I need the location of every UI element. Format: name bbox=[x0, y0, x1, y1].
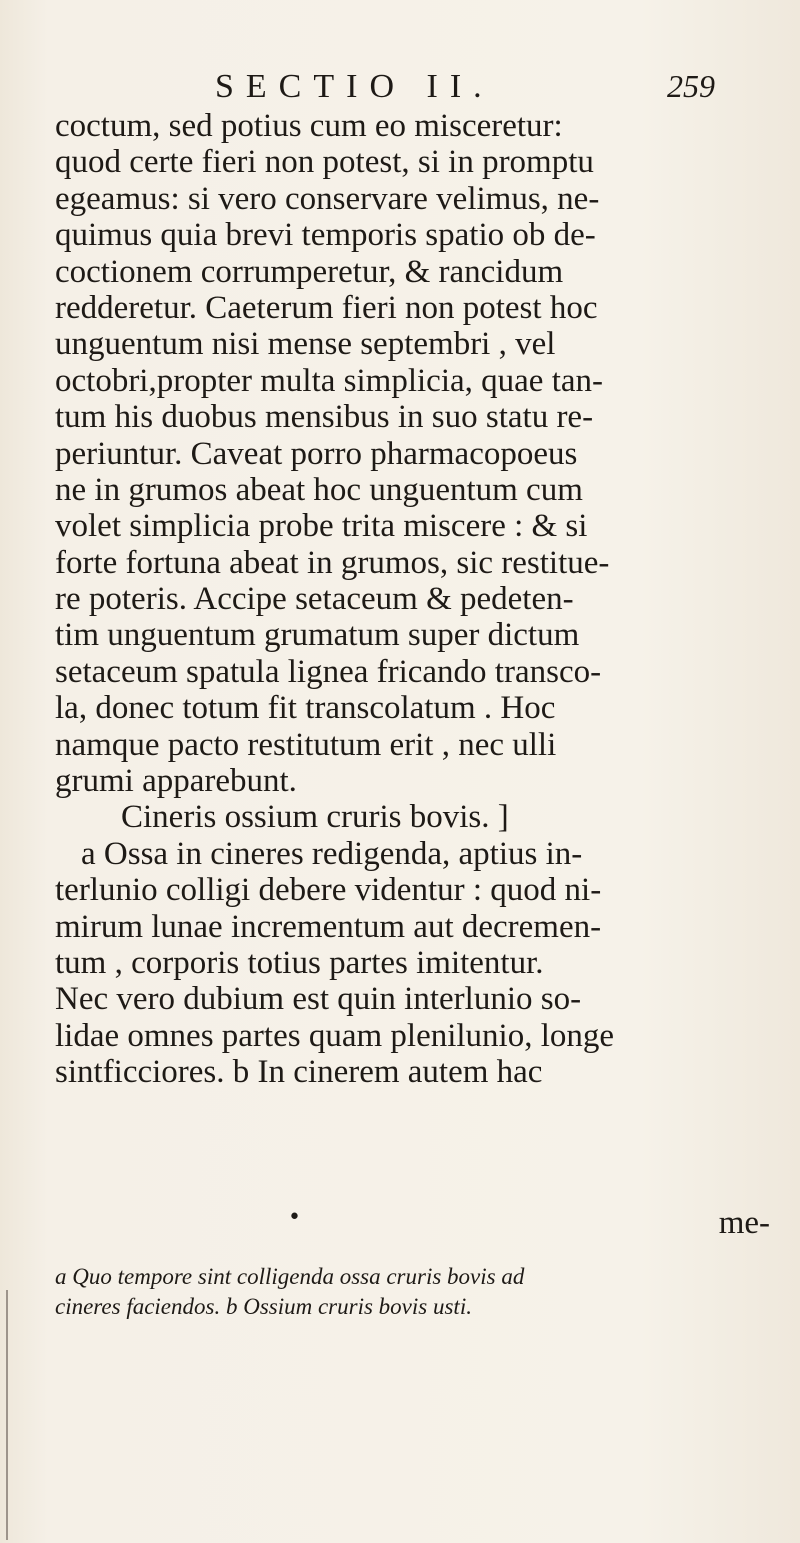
text-line: a Ossa in cineres redigenda, aptius in- bbox=[81, 835, 583, 872]
footnote-line: cineres faciendos. b Ossium cruris bovis usti. bbox=[55, 1294, 472, 1319]
text-line: egeamus: si vero conservare velimus, ne- bbox=[55, 180, 600, 217]
page-number: 259 bbox=[667, 68, 715, 104]
text-line: re poteris. Accipe setaceum & pedeten- bbox=[55, 581, 574, 618]
text-line: unguentum nisi mense septembri , vel bbox=[55, 326, 556, 363]
page-header bbox=[215, 68, 775, 108]
text-line: quimus quia brevi temporis spatio ob de- bbox=[55, 217, 596, 254]
text-line: coctum, sed potius cum eo misceretur: bbox=[55, 108, 563, 144]
text-line: volet simplicia probe trita miscere : & si bbox=[55, 508, 588, 545]
text-line: forte fortuna abeat in grumos, sic restitue- bbox=[55, 544, 610, 581]
catchword: me- bbox=[718, 1205, 770, 1241]
body-text bbox=[55, 108, 785, 1091]
text-line: lidae omnes partes quam plenilunio, longe bbox=[55, 1017, 615, 1054]
text-line: tim unguentum grumatum super dictum bbox=[55, 617, 580, 654]
text-line: la, donec totum fit transcolatum . Hoc bbox=[55, 690, 556, 727]
text-line: mirum lunae incrementum aut decremen- bbox=[55, 908, 602, 945]
catch-dot: • bbox=[288, 1205, 301, 1230]
text-line: quod certe fieri non potest, si in promptu bbox=[55, 144, 594, 181]
text-line: sintficciores. b In cinerem autem hac bbox=[55, 1054, 543, 1091]
footnote-line: a Quo tempore sint colligenda ossa cruris bovis ad bbox=[55, 1264, 525, 1289]
binding-edge bbox=[6, 1290, 8, 1540]
text-line: Nec vero dubium est quin interlunio so- bbox=[55, 981, 582, 1018]
text-line: namque pacto restitutum erit , nec ulli bbox=[55, 726, 557, 763]
text-line: octobri,propter multa simplicia, quae tan- bbox=[55, 362, 603, 399]
text-line: Cineris ossium cruris bovis. ] bbox=[121, 799, 509, 836]
footnotes bbox=[55, 1262, 785, 1322]
text-line: terlunio colligi debere videntur : quod ni- bbox=[55, 872, 602, 909]
text-line: setaceum spatula lignea fricando transco- bbox=[55, 653, 602, 690]
text-line: redderetur. Caeterum fieri non potest hoc bbox=[55, 289, 598, 326]
running-title: SECTIO II. bbox=[215, 68, 494, 105]
text-line: tum his duobus mensibus in suo statu re- bbox=[55, 399, 594, 436]
text-line: coctionem corrumperetur, & rancidum bbox=[55, 253, 564, 290]
text-line: grumi apparebunt. bbox=[55, 763, 297, 800]
text-line: tum , corporis totius partes imitentur. bbox=[55, 944, 544, 981]
text-line: ne in grumos abeat hoc unguentum cum bbox=[55, 471, 583, 508]
text-line: periuntur. Caveat porro pharmacopoeus bbox=[55, 435, 578, 472]
